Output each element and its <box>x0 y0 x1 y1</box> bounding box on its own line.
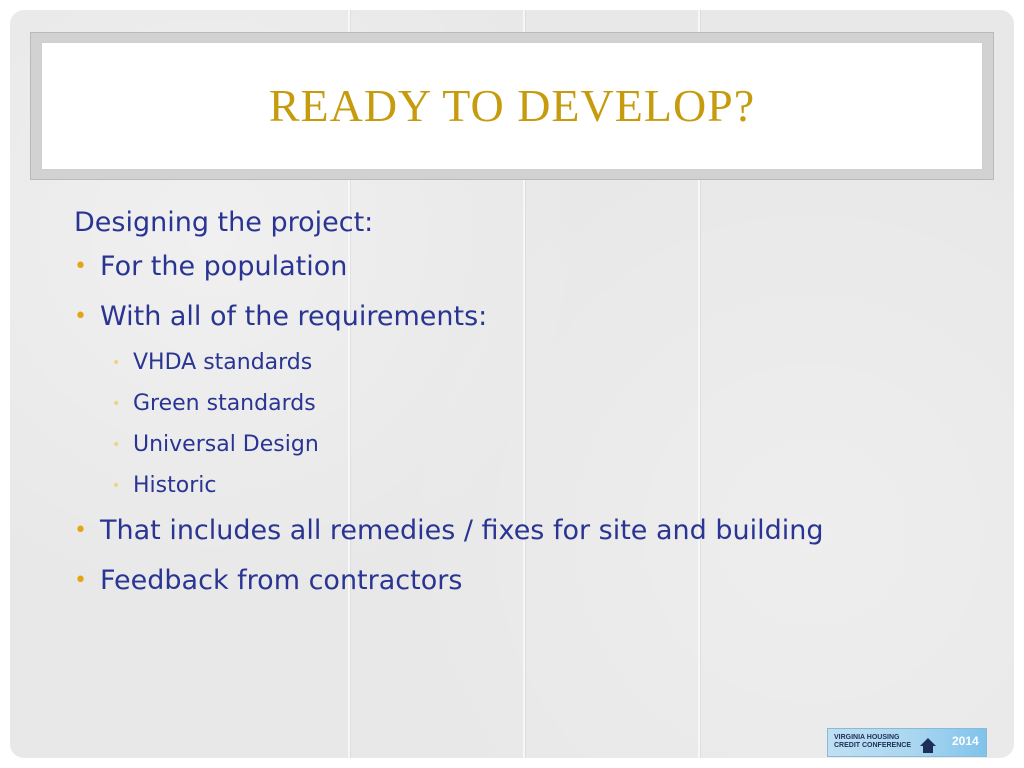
bullet-icon: • <box>74 568 87 593</box>
logo-text <box>834 734 911 750</box>
sub-bullet-icon: • <box>112 355 121 371</box>
bullet-text: For the population <box>100 251 348 282</box>
bullet-item <box>74 248 994 298</box>
sub-bullet-text: Historic <box>133 473 217 498</box>
logo-line-2: CREDIT CONFERENCE <box>834 742 912 749</box>
sub-bullet-text: VHDA standards <box>133 350 313 375</box>
bullet-text: With all of the requirements: <box>100 301 488 332</box>
sub-bullet-icon: • <box>112 396 121 412</box>
slide-content <box>74 204 994 612</box>
intro-text: Designing the project: <box>74 207 374 238</box>
slide-title: READY TO DEVELOP? <box>268 80 756 131</box>
sub-bullet-icon: • <box>112 478 121 494</box>
title-frame <box>30 32 994 180</box>
sub-bullet-item <box>74 389 994 430</box>
sub-bullet-text: Universal Design <box>133 432 319 457</box>
logo-line-1: VIRGINIA HOUSING <box>834 734 900 741</box>
conference-logo <box>827 728 987 757</box>
sub-bullet-item <box>74 471 994 512</box>
bullet-icon: • <box>74 254 87 279</box>
logo-year: 2014 <box>952 734 979 748</box>
slide <box>10 10 1014 758</box>
sub-bullet-item <box>74 348 994 389</box>
bullet-icon: • <box>74 304 87 329</box>
bullet-text: That includes all remedies / fixes for site and building <box>100 515 824 546</box>
bullet-item <box>74 512 994 562</box>
bullet-text: Feedback from contractors <box>100 565 463 596</box>
sub-bullet-item <box>74 430 994 471</box>
bullet-item <box>74 562 994 612</box>
sub-bullet-icon: • <box>112 437 121 453</box>
sub-bullet-text: Green standards <box>133 391 316 416</box>
bullet-icon: • <box>74 518 87 543</box>
bullet-item <box>74 298 994 348</box>
title-box <box>41 42 983 170</box>
house-icon <box>920 738 936 746</box>
